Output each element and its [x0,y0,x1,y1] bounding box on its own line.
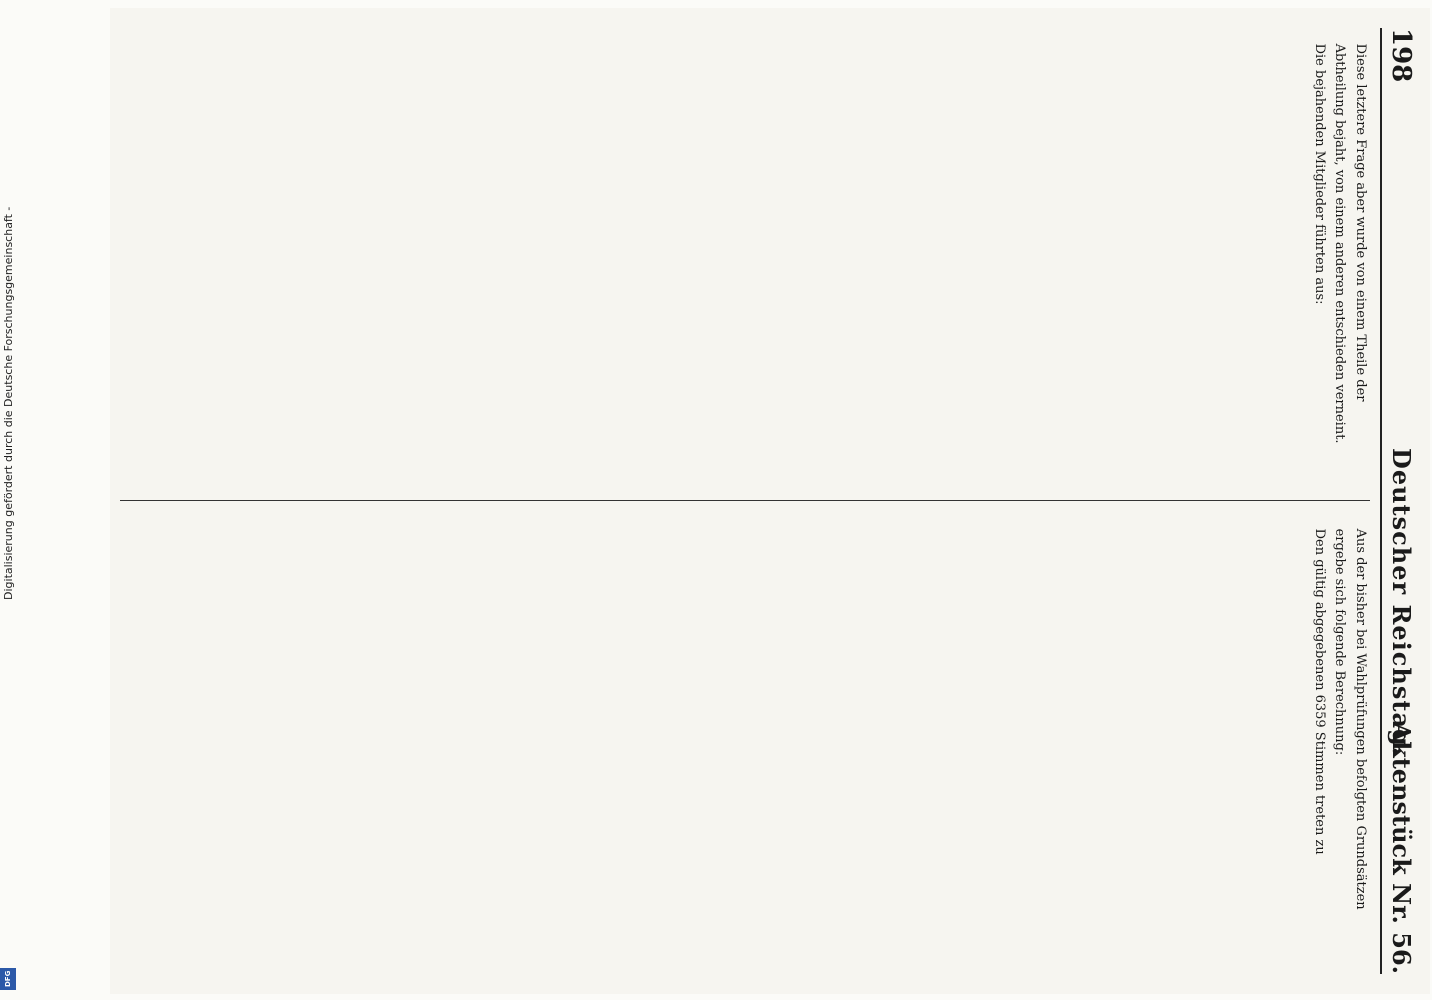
running-title: Deutscher Reichstag. [1387,448,1416,757]
text-line: Abtheilung bejaht, von einem anderen entschieden verneint. [1332,43,1348,444]
text-line: Den gültig abgegebenen 6359 Stimmen treten zu [1312,528,1327,855]
right-column [120,513,1370,968]
text-line: Diese letztere Frage aber wurde von einem Theile der [1353,43,1368,402]
column-divider [120,500,1370,501]
dfg-logo: DFG [0,968,16,990]
left-column [120,28,1370,483]
document-page [110,8,1430,994]
document-number: Aktenstück Nr. 56. [1387,722,1416,974]
page-number: 198 [1386,28,1416,83]
page-header [1380,28,1422,974]
digitization-credit: Digitalisierung gefördert durch die Deutsche Forschungsgemeinschaft - [2,206,15,600]
text-line: ergebe sich folgende Berechnung: [1332,528,1348,756]
rotated-page-content [110,8,1430,994]
text-line: Aus der bisher bei Wahlprüfungen befolgten Grundsätzen [1353,528,1368,910]
text-line: Die bejahenden Mitglieder führten aus: [1312,43,1327,305]
